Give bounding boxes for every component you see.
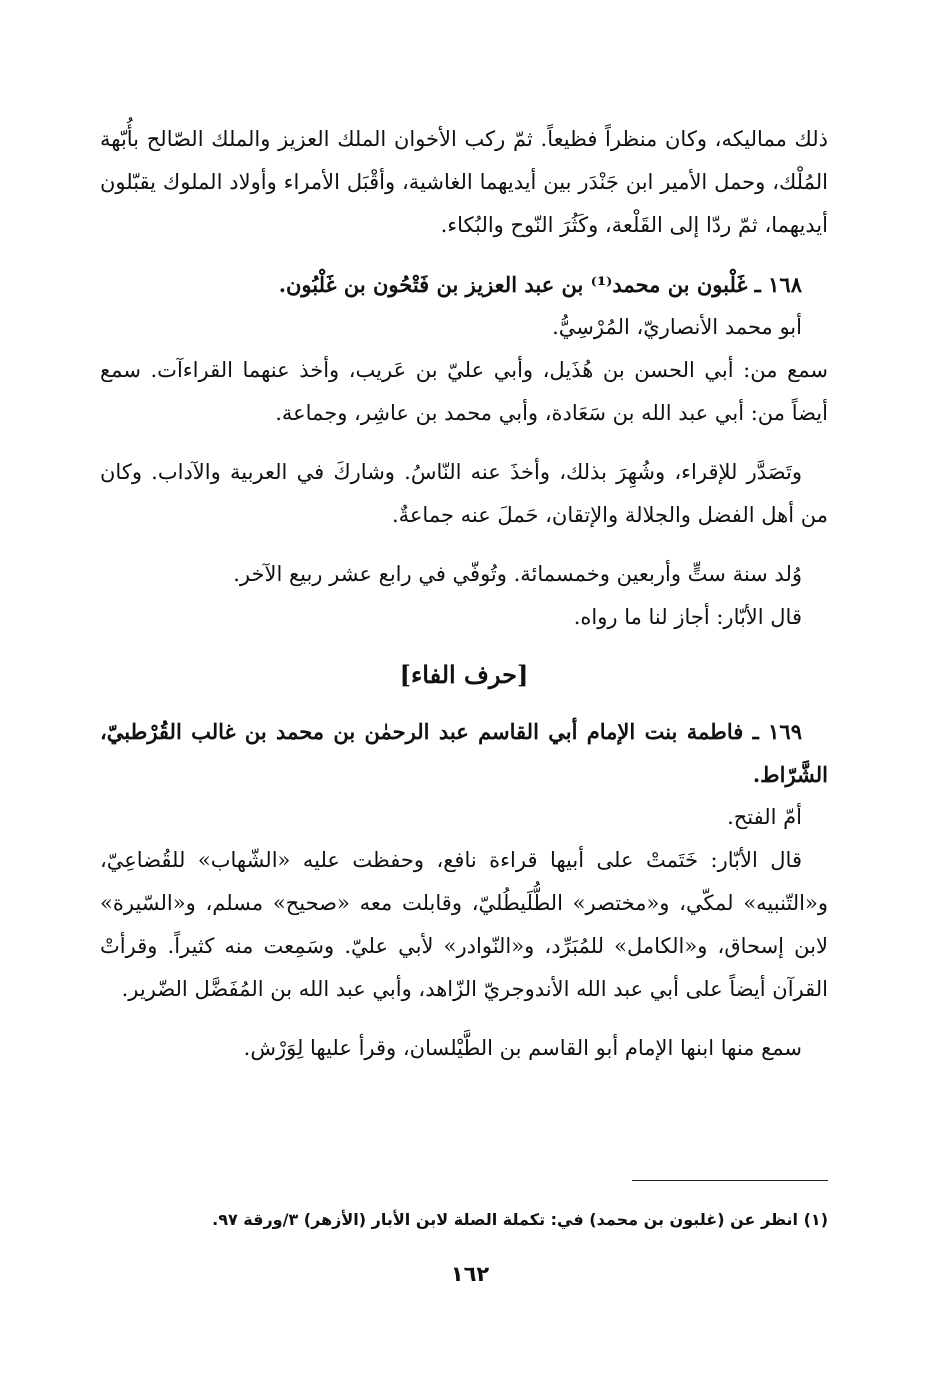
- entry-168-kunya: أبو محمد الأنصاريّ، المُرْسِيُّ.: [552, 315, 802, 339]
- entry-168-paragraph: سمع من: أبي الحسن بن هُذَيل، وأبي عليّ بن عَريب، وأخذ عنهما القراءآت. سمع أيضاً من: أبي عبد الله بن سَعَادة، وأبي محمد بن عاشِر، وجماعة.: [100, 358, 828, 425]
- entry-169-kunya: أمّ الفتح.: [727, 805, 802, 829]
- entry-168-paragraph: وُلد سنة ستٍّ وأربعين وخمسمائة. وتُوفّي في رابع عشر ربيع الآخر.: [233, 562, 802, 586]
- main-text: [100, 118, 828, 1070]
- section-heading: [حرف الفاء]: [399, 660, 529, 689]
- entry-169-paragraph: قال الأبّار: خَتَمتْ على أبيها قراءة نافع، وحفظت عليه «الشّهاب» للقُضاعِيّ، و«التّنبيه» لمكّي، و«مختصر» الطُّلَيطُليّ، وقابلت معه «صحيح» مسلم، و«السّيرة» لابن إسحاق، و«الكامل» للمُبَرِّد، و«النّوادر» لأبي عليّ. وسَمِعت منه كثيراً. وقرأتْ القرآن أيضاً على أبي عبد الله الأندوجريّ الزّاهد، وأبي عبد الله بن المُفَضَّل الضّرير.: [100, 848, 828, 1001]
- entry-168-paragraph: وتَصَدَّر للإقراء، وشُهِرَ بذلك، وأخذَ عنه النّاسُ. وشاركَ في العربية والآداب. وكان من أهل الفضل والجلالة والإتقان، حَملَ عنه جماعةٌ.: [100, 460, 828, 527]
- entry-169-paragraph: سمع منها ابنها الإمام أبو القاسم بن الطَّيْلسان، وقرأ عليها لِوَرْش.: [243, 1036, 802, 1060]
- entry-168-title: ١٦٨ ـ غَلْبون بن محمد⁽¹⁾ بن عبد العزيز بن فَتْحُون بن غَلْبُون.: [278, 272, 802, 297]
- page-number: ١٦٢: [450, 1262, 490, 1286]
- footnote-divider: [632, 1180, 828, 1181]
- footnote: (١) انظر عن (غلبون بن محمد) في: تكملة الصلة لابن الأبار (الأزهر) ٣/ورقة ٩٧.: [212, 1210, 828, 1229]
- paragraph-continuation: ذلك مماليكه، وكان منظراً فظيعاً. ثمّ ركب الأخوان الملك العزيز والملك الصّالح بأُبّهة المُلْك، وحمل الأمير ابن جَنْدَر بين أيديهما الغاشية، وأقْبَل الأمراء وأولاد الملوك يقبّلون أيديهما، ثمّ ردّا إلى القَلْعة، وكَثُرَ النّوح والبُكاء.: [100, 127, 828, 237]
- entry-168-paragraph: قال الأبّار: أجاز لنا ما رواه.: [573, 605, 802, 629]
- entry-169-title: ١٦٩ ـ فاطمة بنت الإمام أبي القاسم عبد الرحمٰن بن محمد بن غالب القُرْطبيّ، الشَّرّاط.: [100, 719, 828, 787]
